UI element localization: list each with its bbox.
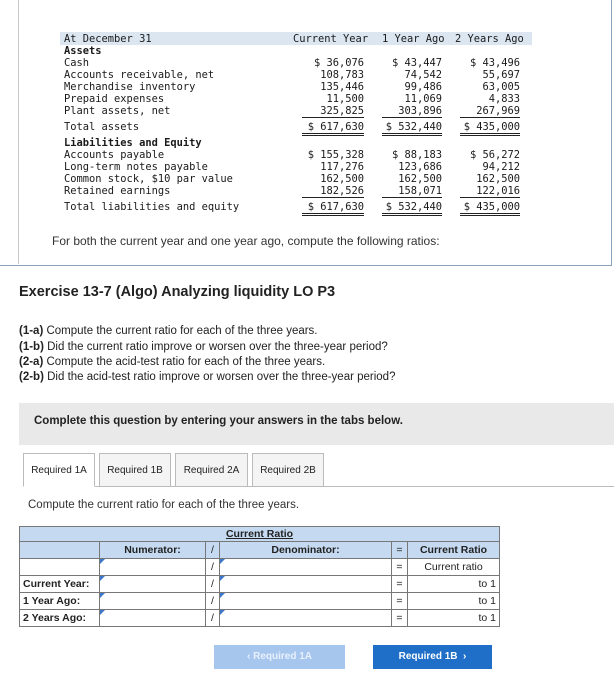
asset-label: Accounts receivable, net	[64, 69, 215, 81]
question-item	[19, 341, 388, 353]
result-subheader: Current ratio	[408, 559, 500, 576]
numerator-input[interactable]	[100, 593, 206, 610]
liab-one: 158,071	[382, 185, 442, 198]
header-two-years-ago: 2 Years Ago	[455, 33, 524, 45]
numerator-input[interactable]	[100, 559, 206, 576]
asset-label: Merchandise inventory	[64, 81, 196, 93]
liab-label: Common stock, $10 par value	[64, 173, 233, 185]
total-liab-cur: $ 617,630	[302, 201, 364, 216]
liab-label: Accounts payable	[64, 149, 165, 161]
numerator-header: Numerator:	[100, 542, 206, 559]
slash: /	[206, 576, 220, 593]
equals: =	[392, 576, 408, 593]
liab-two: 94,212	[482, 161, 520, 173]
total-assets-two: $ 435,000	[460, 121, 520, 136]
total-assets-one: $ 532,440	[382, 121, 442, 136]
liab-cur: 162,500	[320, 173, 364, 185]
row-label: Current Year:	[20, 576, 100, 593]
panel-divider	[18, 0, 19, 264]
asset-two: $ 43,496	[469, 57, 520, 69]
denominator-input[interactable]	[220, 593, 392, 610]
denominator-header: Denominator:	[220, 542, 392, 559]
tab-required-2b[interactable]: Required 2B	[252, 453, 324, 487]
question-text: Compute the current ratio for each of the three years.	[43, 325, 318, 337]
question-text: Did the acid-test ratio improve or worsen over the three-year period?	[43, 371, 396, 383]
asset-cur: 135,446	[320, 81, 364, 93]
total-liab-one: $ 532,440	[382, 201, 442, 216]
ratio-result[interactable]: to 1	[408, 610, 500, 627]
liab-label: Retained earnings	[64, 185, 171, 197]
asset-label: Cash	[64, 57, 90, 69]
liab-two: 162,500	[476, 173, 520, 185]
asset-one: 11,069	[404, 93, 442, 105]
liab-label: Long-term notes payable	[64, 161, 208, 173]
liabilities-title: Liabilities and Equity	[64, 137, 202, 149]
prev-button-label: Required 1A	[253, 651, 312, 662]
total-liab-label: Total liabilities and equity	[64, 201, 240, 213]
question-tag: (1-b)	[19, 341, 44, 353]
liab-one: 162,500	[398, 173, 442, 185]
liab-cur: 182,526	[302, 185, 364, 198]
next-button-label: Required 1B	[398, 651, 458, 662]
asset-one: 74,542	[404, 69, 442, 81]
total-assets-label: Total assets	[64, 121, 140, 133]
asset-cur: 325,825	[302, 105, 364, 118]
question-item	[19, 325, 318, 337]
result-header: Current Ratio	[408, 542, 500, 559]
denominator-input[interactable]	[220, 610, 392, 627]
equals: =	[392, 593, 408, 610]
asset-label: Prepaid expenses	[64, 93, 165, 105]
asset-one: 303,896	[382, 105, 442, 118]
header-label: At December 31	[64, 33, 152, 45]
question-tag: (1-a)	[19, 325, 44, 337]
instructions-banner	[19, 403, 614, 445]
banner-text: Complete this question by entering your answers in the tabs below.	[34, 415, 403, 427]
slash: /	[206, 610, 220, 627]
asset-cur: 11,500	[326, 93, 364, 105]
asset-two: 4,833	[488, 93, 520, 105]
liab-cur: 117,276	[320, 161, 364, 173]
tab-required-2a[interactable]: Required 2A	[175, 453, 248, 487]
balance-sheet-table	[52, 30, 532, 220]
header-one-year-ago: 1 Year Ago	[382, 33, 445, 45]
asset-cur: 108,783	[320, 69, 364, 81]
compute-instruction: Compute the current ratio for each of the three years.	[28, 499, 300, 511]
question-text: Compute the acid-test ratio for each of the three years.	[43, 356, 326, 368]
total-assets-cur: $ 617,630	[302, 121, 364, 136]
total-liab-two: $ 435,000	[460, 201, 520, 216]
slash-header: /	[206, 542, 220, 559]
asset-two: 63,005	[482, 81, 520, 93]
numerator-input[interactable]	[100, 576, 206, 593]
liab-two: $ 56,272	[469, 149, 520, 161]
row-label: 2 Years Ago:	[20, 610, 100, 627]
prev-button[interactable]	[214, 645, 345, 669]
asset-two: 267,969	[460, 105, 520, 118]
equals: =	[392, 610, 408, 627]
denominator-input[interactable]	[220, 559, 392, 576]
question-text: Did the current ratio improve or worsen over the three-year period?	[43, 341, 388, 353]
slash: /	[206, 593, 220, 610]
chevron-right-icon: ›	[457, 651, 467, 662]
header-row-label	[20, 542, 100, 559]
equals: =	[392, 559, 408, 576]
asset-cur: $ 36,076	[313, 57, 364, 69]
intro-text: For both the current year and one year ago, compute the following ratios:	[52, 234, 440, 248]
problem-panel	[0, 0, 612, 266]
denominator-input[interactable]	[220, 576, 392, 593]
row-label: 1 Year Ago:	[20, 593, 100, 610]
liab-one: $ 88,183	[391, 149, 442, 161]
asset-one: 99,486	[404, 81, 442, 93]
liab-one: 123,686	[398, 161, 442, 173]
asset-label: Plant assets, net	[64, 105, 171, 117]
asset-two: 55,697	[482, 69, 520, 81]
ratio-result[interactable]: to 1	[408, 593, 500, 610]
assets-title: Assets	[64, 45, 102, 57]
header-current-year: Current Year	[293, 33, 369, 45]
question-item	[19, 371, 395, 383]
ratio-result[interactable]: to 1	[408, 576, 500, 593]
liab-two: 122,016	[460, 185, 520, 198]
next-button[interactable]	[373, 645, 492, 669]
equals-header: =	[392, 542, 408, 559]
liab-cur: $ 155,328	[307, 149, 364, 161]
row-label-empty	[20, 559, 100, 576]
current-ratio-table	[19, 526, 500, 627]
question-tag: (2-a)	[19, 356, 44, 368]
numerator-input[interactable]	[100, 610, 206, 627]
exercise-title: Exercise 13-7 (Algo) Analyzing liquidity LO P3	[19, 284, 336, 300]
ratio-table-title: Current Ratio	[20, 527, 500, 542]
tab-required-1a[interactable]: Required 1A	[23, 453, 95, 487]
tab-required-1b[interactable]: Required 1B	[99, 453, 171, 487]
asset-one: $ 43,447	[391, 57, 442, 69]
question-item	[19, 356, 325, 368]
slash: /	[206, 559, 220, 576]
chevron-left-icon: ‹	[246, 651, 254, 662]
question-tag: (2-b)	[19, 371, 44, 383]
